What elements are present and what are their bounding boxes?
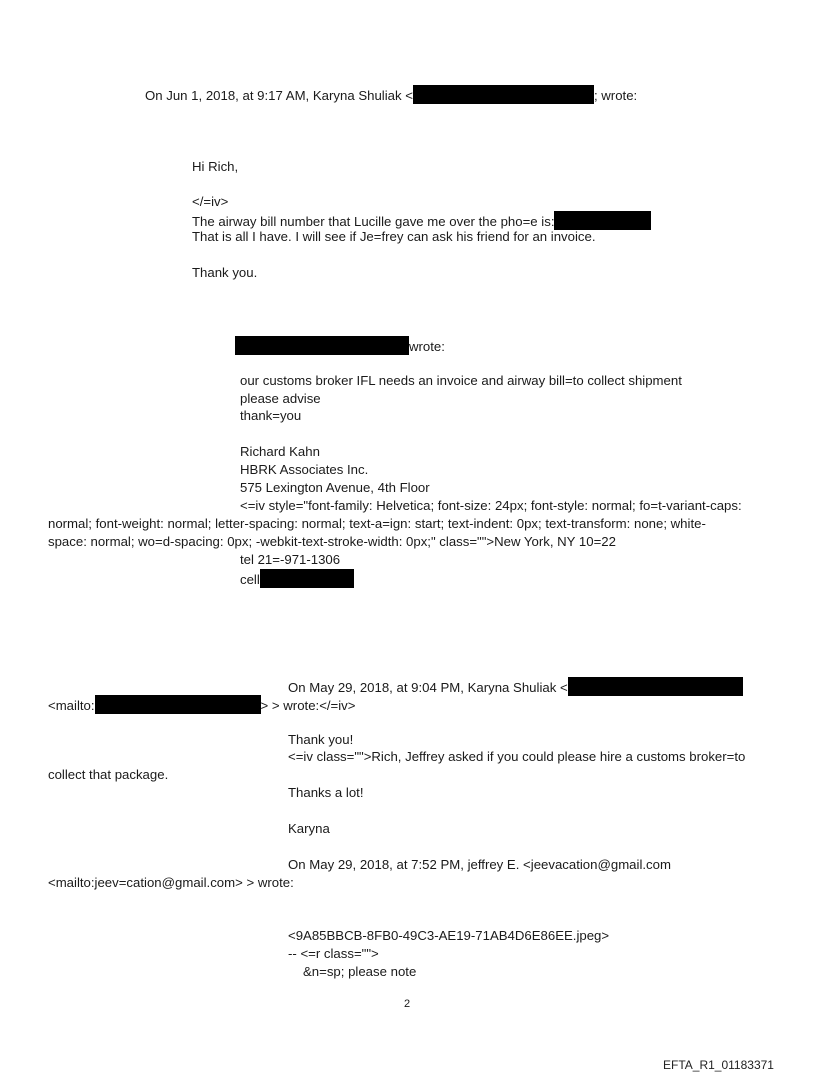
cell-label: cell bbox=[240, 572, 260, 587]
iv-tag-line: </=iv> bbox=[192, 194, 229, 209]
quote3-dash-line: -- <=r class=""> bbox=[288, 946, 379, 961]
redacted-cell-number bbox=[260, 569, 354, 588]
quote2-mailto bbox=[48, 695, 355, 715]
thank-you-line: Thank you. bbox=[192, 265, 258, 280]
redacted-email-2 bbox=[568, 677, 743, 696]
redacted-sender-1 bbox=[235, 336, 409, 355]
page-number: 2 bbox=[404, 998, 411, 1010]
quote1-wrote-line bbox=[235, 336, 445, 356]
airway-line-text: The airway bill number that Lucille gave me over the pho=e is: bbox=[192, 214, 555, 229]
jpeg-attachment: <9A85BBCB-8FB0-49C3-AE19-71AB4D6E86EE.jpeg> bbox=[288, 928, 610, 943]
document-id: EFTA_R1_01183371 bbox=[663, 1058, 774, 1072]
wrote-label: wrote: bbox=[409, 339, 445, 354]
signature-company: HBRK Associates Inc. bbox=[240, 462, 369, 477]
signature-address: 575 Lexington Avenue, 4th Floor bbox=[240, 480, 430, 495]
quote2-header-text: On May 29, 2018, at 9:04 PM, Karyna Shuliak < bbox=[288, 680, 568, 695]
email-header-jun1 bbox=[145, 85, 637, 105]
tel-line: tel 21=-971-1306 bbox=[240, 552, 341, 567]
quote1-body-line: please advise bbox=[240, 391, 321, 406]
signature-name: Richard Kahn bbox=[240, 444, 320, 459]
style-line-3: space: normal; wo=d-spacing: 0px; -webkit-text-stroke-width: 0px;" class="">New York, NY 10=22 bbox=[48, 534, 616, 549]
style-line-1: <=iv style="font-family: Helvetica; font-size: 24px; font-style: normal; fo=t-variant-caps: bbox=[240, 498, 742, 513]
quote2-thank-you: Thank you! bbox=[288, 732, 354, 747]
quote3-note-line: &n=sp; please note bbox=[303, 964, 417, 979]
mailto-suffix: > > wrote:</=iv> bbox=[260, 698, 356, 713]
mailto-prefix: <mailto: bbox=[48, 698, 95, 713]
redacted-email-3 bbox=[95, 695, 261, 714]
quote3-header: On May 29, 2018, at 7:52 PM, jeffrey E. <jeevacation@gmail.com bbox=[288, 857, 671, 872]
quote2-name: Karyna bbox=[288, 821, 330, 836]
style-line-2: normal; font-weight: normal; letter-spacing: normal; text-a=ign: start; text-indent: 0px; text-transform: none; white- bbox=[48, 516, 706, 531]
quote2-header bbox=[288, 677, 743, 697]
redacted-email-1 bbox=[413, 85, 594, 104]
quote2-rich-line-2: collect that package. bbox=[48, 767, 169, 782]
all-i-have-line: That is all I have. I will see if Je=frey can ask his friend for an invoice. bbox=[192, 229, 596, 244]
cell-line bbox=[240, 569, 354, 589]
quote1-body-line: our customs broker IFL needs an invoice and airway bill=to collect shipment bbox=[240, 373, 682, 388]
quote3-mailto: <mailto:jeev=cation@gmail.com> > wrote: bbox=[48, 875, 294, 890]
header-prefix: On Jun 1, 2018, at 9:17 AM, Karyna Shuliak < bbox=[145, 88, 413, 103]
greeting: Hi Rich, bbox=[192, 159, 239, 174]
quote2-rich-line: <=iv class="">Rich, Jeffrey asked if you could please hire a customs broker=to bbox=[288, 749, 746, 764]
quote2-thanks-lot: Thanks a lot! bbox=[288, 785, 364, 800]
header-suffix: ; wrote: bbox=[593, 88, 638, 103]
quote1-body-line: thank=you bbox=[240, 408, 302, 423]
